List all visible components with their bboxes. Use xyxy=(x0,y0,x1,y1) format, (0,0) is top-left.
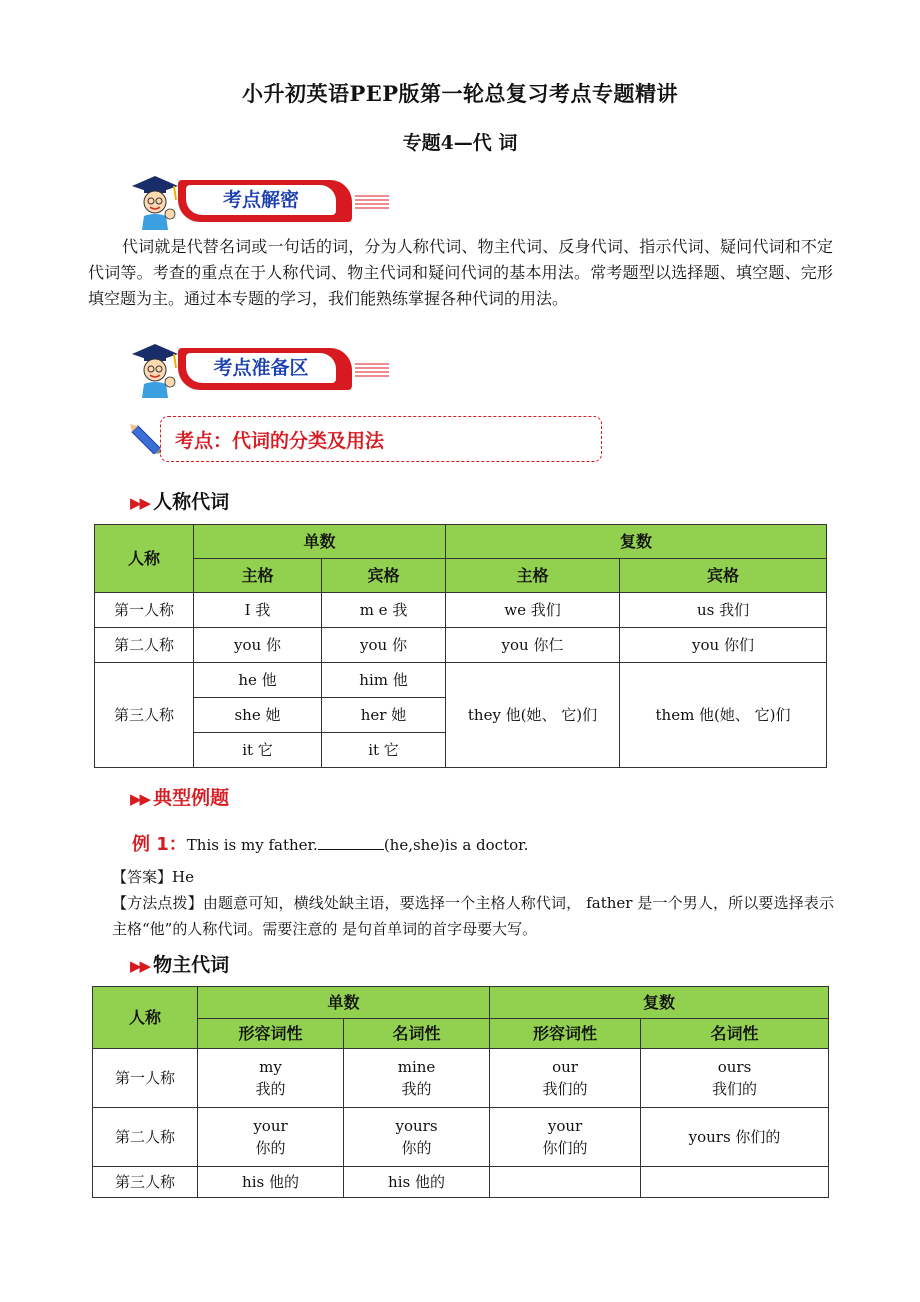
cell: we 我们 xyxy=(446,593,620,628)
cell: you 你 xyxy=(322,628,446,663)
cell xyxy=(344,1108,490,1167)
banner-prep xyxy=(130,340,390,398)
cell: 第一人称 xyxy=(93,1049,198,1108)
banner-secrets xyxy=(130,172,390,230)
section-personal-title: 人称代词 xyxy=(153,491,230,513)
example-after: (he,she)is a doctor. xyxy=(383,836,529,854)
header-adjective: 形容词性 xyxy=(198,1019,344,1049)
example-label: 例 1： xyxy=(132,834,187,855)
header-object: 宾格 xyxy=(322,559,446,593)
decor-lines xyxy=(355,362,389,378)
table-row xyxy=(93,1049,829,1108)
header-subject: 主格 xyxy=(446,559,620,593)
kaodian-box xyxy=(160,416,602,462)
answer-blank xyxy=(318,835,384,850)
cell: 第二人称 xyxy=(93,1108,198,1167)
cell: him 他 xyxy=(322,663,446,698)
cell: she 她 xyxy=(194,698,322,733)
header-plural: 复数 xyxy=(490,987,829,1019)
cell: it 它 xyxy=(322,733,446,768)
pencil-icon xyxy=(128,424,162,454)
cell: us 我们 xyxy=(620,593,827,628)
cell-en: your xyxy=(253,1117,288,1135)
personal-pronoun-table xyxy=(94,524,827,768)
section-personal-heading xyxy=(130,487,229,514)
cell-en: my xyxy=(259,1058,282,1076)
cell-cn: 我的 xyxy=(401,1080,432,1098)
header-noun: 名词性 xyxy=(641,1019,829,1049)
cell-en: your xyxy=(547,1117,583,1135)
teacher-icon xyxy=(130,340,180,398)
cell: you 你们 xyxy=(620,628,827,663)
cell: you 你仁 xyxy=(446,628,620,663)
header-noun: 名词性 xyxy=(344,1019,490,1049)
cell: them 他(她、 它)们 xyxy=(620,663,827,768)
cell: he 他 xyxy=(194,663,322,698)
cell: you 你 xyxy=(194,628,322,663)
cell: they 他(她、 它)们 xyxy=(446,663,620,768)
page-title: 小升初英语PEP版第一轮总复习考点专题精讲 xyxy=(241,81,679,106)
cell: his 他的 xyxy=(198,1167,344,1198)
cell: 第二人称 xyxy=(95,628,194,663)
header-person: 人称 xyxy=(93,987,198,1049)
cell: it 它 xyxy=(194,733,322,768)
example-method: 【方法点拨】由题意可知，横线处缺主语，要选择一个主格人称代词， father 是一个男人，所以要选择表示主格“他”的人称代词。需要注意的 是句首单词的首字母要大写。 xyxy=(112,894,834,938)
possessive-pronoun-table xyxy=(92,986,829,1198)
cell: yours 你们的 xyxy=(641,1108,829,1167)
cell: her 她 xyxy=(322,698,446,733)
header-subject: 主格 xyxy=(194,559,322,593)
cell: I 我 xyxy=(194,593,322,628)
example-answer: 【答案】He xyxy=(112,868,194,886)
kaodian-label: 考点：代词的分类及用法 xyxy=(175,430,385,452)
arrow-icon: ▶▶ xyxy=(130,494,150,512)
cell xyxy=(344,1049,490,1108)
cell-cn: 你的 xyxy=(255,1139,286,1157)
page-subtitle: 专题4—代 词 xyxy=(402,132,518,154)
cell xyxy=(490,1167,641,1198)
cell xyxy=(641,1049,829,1108)
example-before: This is my father. xyxy=(186,836,318,854)
arrow-icon: ▶▶ xyxy=(130,790,150,808)
cell-en: yours xyxy=(395,1117,438,1135)
cell-cn: 我们的 xyxy=(542,1080,588,1098)
header-person: 人称 xyxy=(95,525,194,593)
header-adjective: 形容词性 xyxy=(490,1019,641,1049)
cell-cn: 我的 xyxy=(255,1080,286,1098)
cell xyxy=(641,1167,829,1198)
section-example-title: 典型例题 xyxy=(153,787,230,809)
table-row xyxy=(93,1108,829,1167)
cell-en: mine xyxy=(397,1058,436,1076)
cell-en: ours xyxy=(717,1058,752,1076)
cell xyxy=(198,1049,344,1108)
cell-cn: 我们的 xyxy=(712,1080,758,1098)
section-example-heading xyxy=(130,783,229,810)
table-row xyxy=(95,663,827,698)
arrow-icon: ▶▶ xyxy=(130,957,150,975)
intro-paragraph: 代词就是代替名词或一句话的词，分为人称代词、物主代词、反身代词、指示代词、疑问代词和不定代词等。考查的重点在于人称代词、物主代词和疑问代词的基本用法。常考题型以选择题、填空题、完形填空题为主。通过本专题的学习，我们能熟练掌握各种代词的用法。 xyxy=(88,237,833,308)
cell: 第一人称 xyxy=(95,593,194,628)
cell xyxy=(490,1049,641,1108)
cell: 第三人称 xyxy=(93,1167,198,1198)
cell: 第三人称 xyxy=(95,663,194,768)
cell: m e 我 xyxy=(322,593,446,628)
table-row xyxy=(93,1167,829,1198)
cell xyxy=(198,1108,344,1167)
banner-secrets-label: 考点解密 xyxy=(186,185,336,215)
section-possessive-heading xyxy=(130,950,229,977)
header-singular: 单数 xyxy=(194,525,446,559)
table-row xyxy=(95,593,827,628)
section-possessive-title: 物主代词 xyxy=(153,954,230,976)
teacher-icon xyxy=(130,172,180,230)
cell: his 他的 xyxy=(344,1167,490,1198)
cell-cn: 你们的 xyxy=(542,1139,588,1157)
header-plural: 复数 xyxy=(446,525,827,559)
banner-prep-label: 考点准备区 xyxy=(186,353,336,383)
table-row xyxy=(95,628,827,663)
cell xyxy=(490,1108,641,1167)
cell-cn: 你的 xyxy=(401,1139,432,1157)
decor-lines xyxy=(355,194,389,210)
example-question xyxy=(132,830,528,856)
cell-en: our xyxy=(552,1058,578,1076)
header-singular: 单数 xyxy=(198,987,490,1019)
header-object: 宾格 xyxy=(620,559,827,593)
